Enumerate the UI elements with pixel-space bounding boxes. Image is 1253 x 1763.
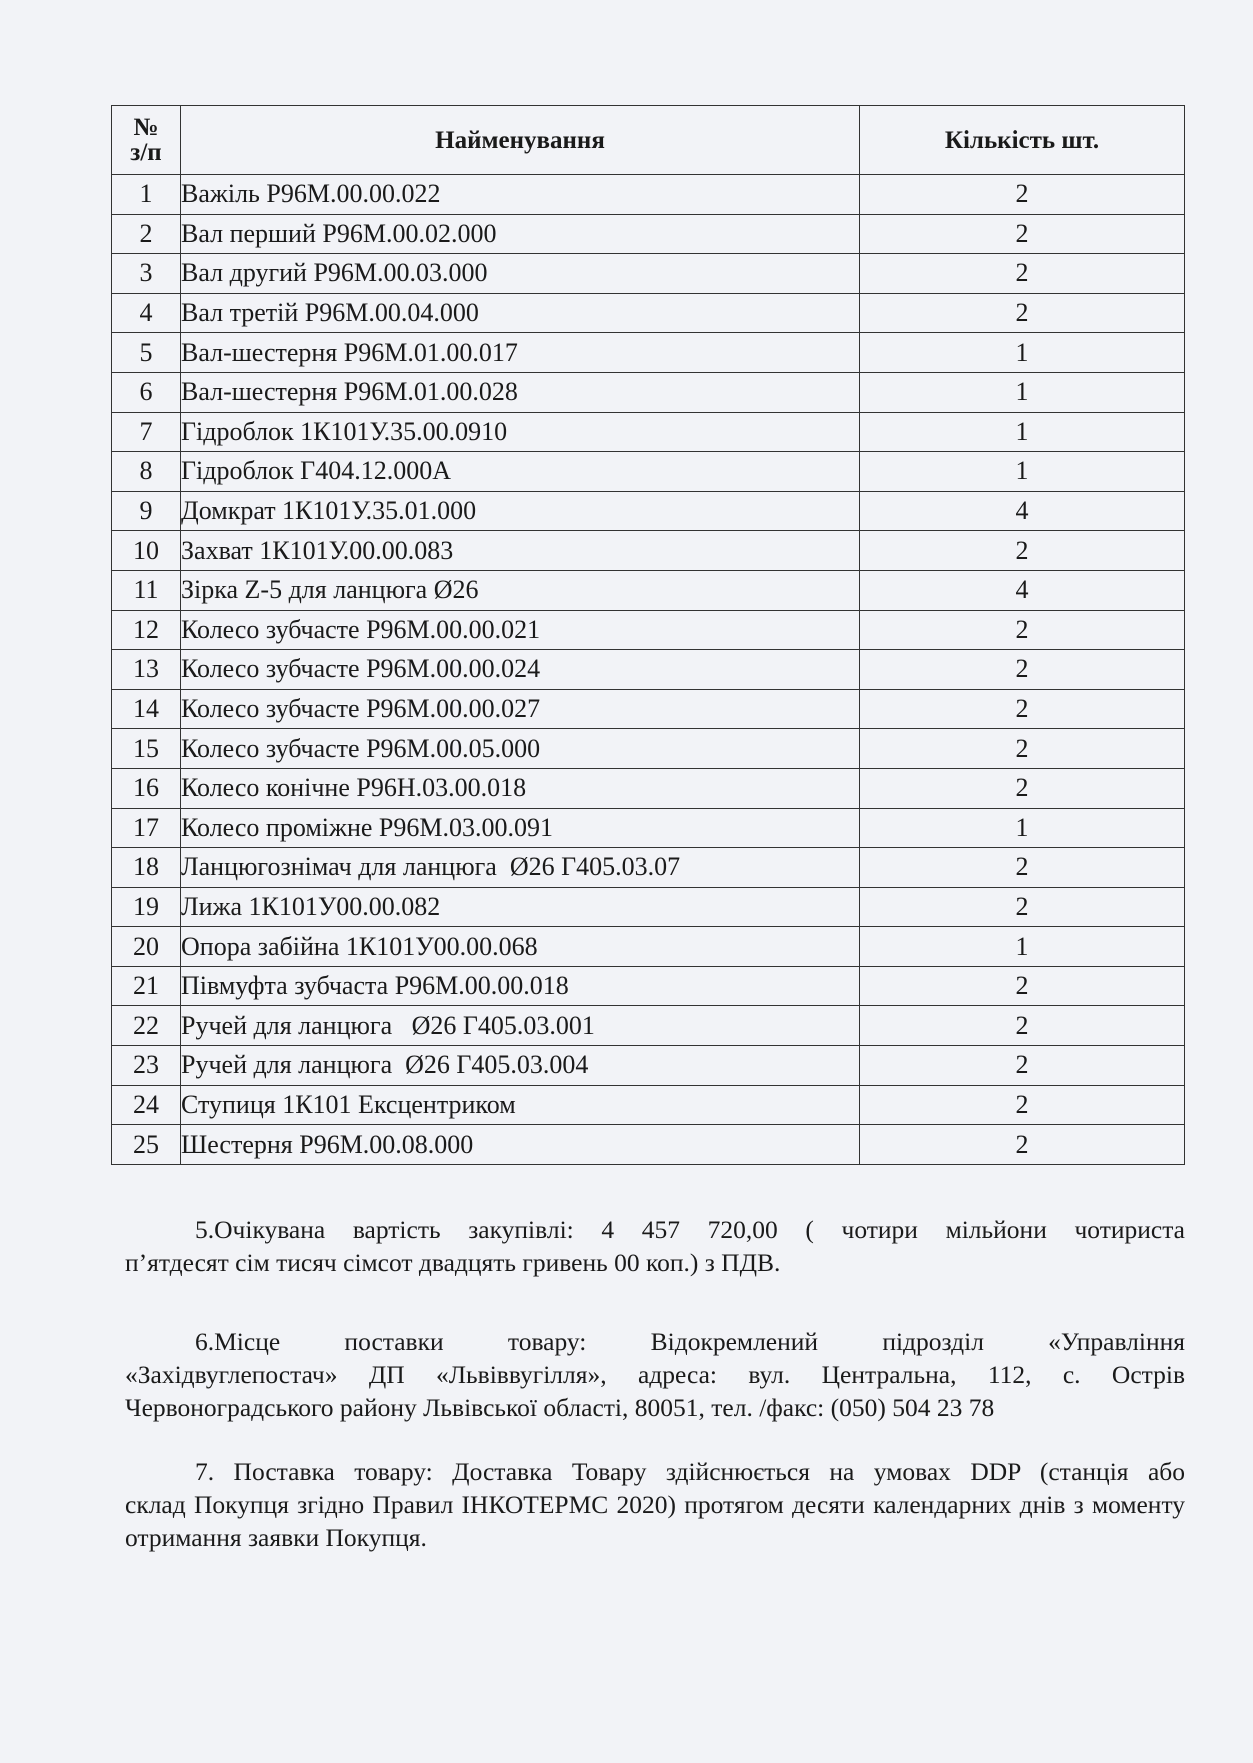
row-item-name: Ланцюгознімач для ланцюга Ø26 Г405.03.07 (181, 848, 860, 888)
row-number: 10 (112, 531, 181, 571)
table-row (112, 570, 1185, 610)
row-quantity: 4 (860, 491, 1185, 531)
row-item-name: Вал перший Р96М.00.02.000 (181, 214, 860, 254)
table-row (112, 966, 1185, 1006)
paragraph-delivery-terms-line1: 7. Поставка товару: Доставка Товару здійснюється на умовах DDP (станція або (195, 1457, 1185, 1486)
row-item-name: Ручей для ланцюга Ø26 Г405.03.004 (181, 1046, 860, 1086)
table-row (112, 254, 1185, 294)
row-item-name: Вал другий Р96М.00.03.000 (181, 254, 860, 294)
table-row (112, 768, 1185, 808)
row-number: 12 (112, 610, 181, 650)
header-name: Найменування (181, 106, 860, 175)
row-number: 20 (112, 927, 181, 967)
paragraph-expected-cost (125, 1213, 1185, 1279)
paragraph-delivery-place (125, 1325, 1185, 1424)
row-quantity: 2 (860, 1006, 1185, 1046)
row-item-name: Вал третій Р96М.00.04.000 (181, 293, 860, 333)
table-header-row (112, 106, 1185, 175)
row-item-name: Гідроблок Г404.12.000А (181, 452, 860, 492)
row-number: 24 (112, 1085, 181, 1125)
paragraph-delivery-terms (125, 1455, 1185, 1554)
row-quantity: 2 (860, 214, 1185, 254)
paragraph-expected-cost-rest: п’ятдесят сім тисяч сімсот двадцять гривень 00 коп.) з ПДВ. (125, 1248, 781, 1277)
row-number: 1 (112, 175, 181, 215)
header-number-abbrev: з/п (130, 139, 162, 166)
row-quantity: 2 (860, 729, 1185, 769)
row-number: 22 (112, 1006, 181, 1046)
row-number: 11 (112, 570, 181, 610)
table-row (112, 1046, 1185, 1086)
table-row (112, 1006, 1185, 1046)
paragraph-delivery-place-line1: 6.Місце поставки товару: Відокремлений підрозділ «Управління (195, 1327, 1185, 1356)
row-item-name: Колесо зубчасте Р96М.00.00.027 (181, 689, 860, 729)
header-quantity: Кількість шт. (860, 106, 1185, 175)
row-quantity: 2 (860, 1085, 1185, 1125)
row-number: 17 (112, 808, 181, 848)
row-item-name: Важіль Р96М.00.00.022 (181, 175, 860, 215)
paragraph-delivery-terms-rest: склад Покупця згідно Правил ІНКОТЕРМС 2020) протягом десяти календарних днів з моменту отримання заявки Покупця. (125, 1490, 1185, 1552)
table-row (112, 650, 1185, 690)
table-row (112, 1125, 1185, 1165)
row-number: 25 (112, 1125, 181, 1165)
row-quantity: 2 (860, 1046, 1185, 1086)
row-item-name: Захват 1К101У.00.00.083 (181, 531, 860, 571)
row-quantity: 1 (860, 927, 1185, 967)
table-row (112, 175, 1185, 215)
row-quantity: 2 (860, 650, 1185, 690)
row-number: 5 (112, 333, 181, 373)
row-number: 6 (112, 372, 181, 412)
row-quantity: 2 (860, 175, 1185, 215)
table-row (112, 808, 1185, 848)
row-quantity: 2 (860, 768, 1185, 808)
table-row (112, 689, 1185, 729)
table-row (112, 848, 1185, 888)
row-quantity: 1 (860, 372, 1185, 412)
row-number: 16 (112, 768, 181, 808)
row-item-name: Зірка Z-5 для ланцюга Ø26 (181, 570, 860, 610)
row-item-name: Гідроблок 1К101У.35.00.0910 (181, 412, 860, 452)
parts-table (111, 105, 1185, 1165)
row-item-name: Колесо конічне Р96Н.03.00.018 (181, 768, 860, 808)
row-quantity: 2 (860, 689, 1185, 729)
row-number: 15 (112, 729, 181, 769)
table-row (112, 452, 1185, 492)
table-row (112, 491, 1185, 531)
table-row (112, 531, 1185, 571)
table-row (112, 372, 1185, 412)
row-item-name: Лижа 1К101У00.00.082 (181, 887, 860, 927)
row-quantity: 2 (860, 531, 1185, 571)
row-quantity: 1 (860, 452, 1185, 492)
table-row (112, 729, 1185, 769)
row-quantity: 2 (860, 848, 1185, 888)
row-number: 19 (112, 887, 181, 927)
row-item-name: Вал-шестерня Р96М.01.00.028 (181, 372, 860, 412)
row-item-name: Ручей для ланцюга Ø26 Г405.03.001 (181, 1006, 860, 1046)
row-quantity: 2 (860, 254, 1185, 294)
row-quantity: 1 (860, 808, 1185, 848)
row-number: 21 (112, 966, 181, 1006)
row-quantity: 2 (860, 293, 1185, 333)
row-number: 13 (112, 650, 181, 690)
row-quantity: 2 (860, 1125, 1185, 1165)
row-item-name: Шестерня Р96М.00.08.000 (181, 1125, 860, 1165)
row-item-name: Ступиця 1К101 Ексцентриком (181, 1085, 860, 1125)
header-number (112, 106, 181, 175)
table-row (112, 293, 1185, 333)
row-item-name: Колесо проміжне Р96М.03.00.091 (181, 808, 860, 848)
table-row (112, 887, 1185, 927)
row-number: 2 (112, 214, 181, 254)
row-item-name: Опора забійна 1К101У00.00.068 (181, 927, 860, 967)
table-row (112, 1085, 1185, 1125)
row-item-name: Колесо зубчасте Р96М.00.00.021 (181, 610, 860, 650)
table-row (112, 214, 1185, 254)
row-quantity: 4 (860, 570, 1185, 610)
row-number: 18 (112, 848, 181, 888)
row-quantity: 1 (860, 412, 1185, 452)
row-item-name: Вал-шестерня Р96М.01.00.017 (181, 333, 860, 373)
table-row (112, 333, 1185, 373)
row-number: 3 (112, 254, 181, 294)
table-row (112, 927, 1185, 967)
row-number: 7 (112, 412, 181, 452)
row-quantity: 2 (860, 966, 1185, 1006)
row-item-name: Колесо зубчасте Р96М.00.00.024 (181, 650, 860, 690)
paragraph-expected-cost-line1: 5.Очікувана вартість закупівлі: 4 457 720,00 ( чотири мільйони чотириста (195, 1215, 1185, 1244)
table-body (112, 175, 1185, 1165)
row-quantity: 2 (860, 887, 1185, 927)
row-item-name: Півмуфта зубчаста Р96М.00.00.018 (181, 966, 860, 1006)
row-item-name: Колесо зубчасте Р96М.00.05.000 (181, 729, 860, 769)
paragraph-delivery-place-rest: «Західвуглепостач» ДП «Львіввугілля», адреса: вул. Центральна, 112, с. Острів Червоноградського району Львівської області, 80051, тел. /факс: (050) 504 23 78 (125, 1360, 1185, 1422)
row-number: 4 (112, 293, 181, 333)
row-quantity: 2 (860, 610, 1185, 650)
row-item-name: Домкрат 1К101У.35.01.000 (181, 491, 860, 531)
row-number: 23 (112, 1046, 181, 1086)
row-number: 14 (112, 689, 181, 729)
table-row (112, 412, 1185, 452)
row-number: 9 (112, 491, 181, 531)
table-header (112, 106, 1185, 175)
row-number: 8 (112, 452, 181, 492)
header-number-symbol: № (133, 114, 159, 141)
row-quantity: 1 (860, 333, 1185, 373)
table-row (112, 610, 1185, 650)
